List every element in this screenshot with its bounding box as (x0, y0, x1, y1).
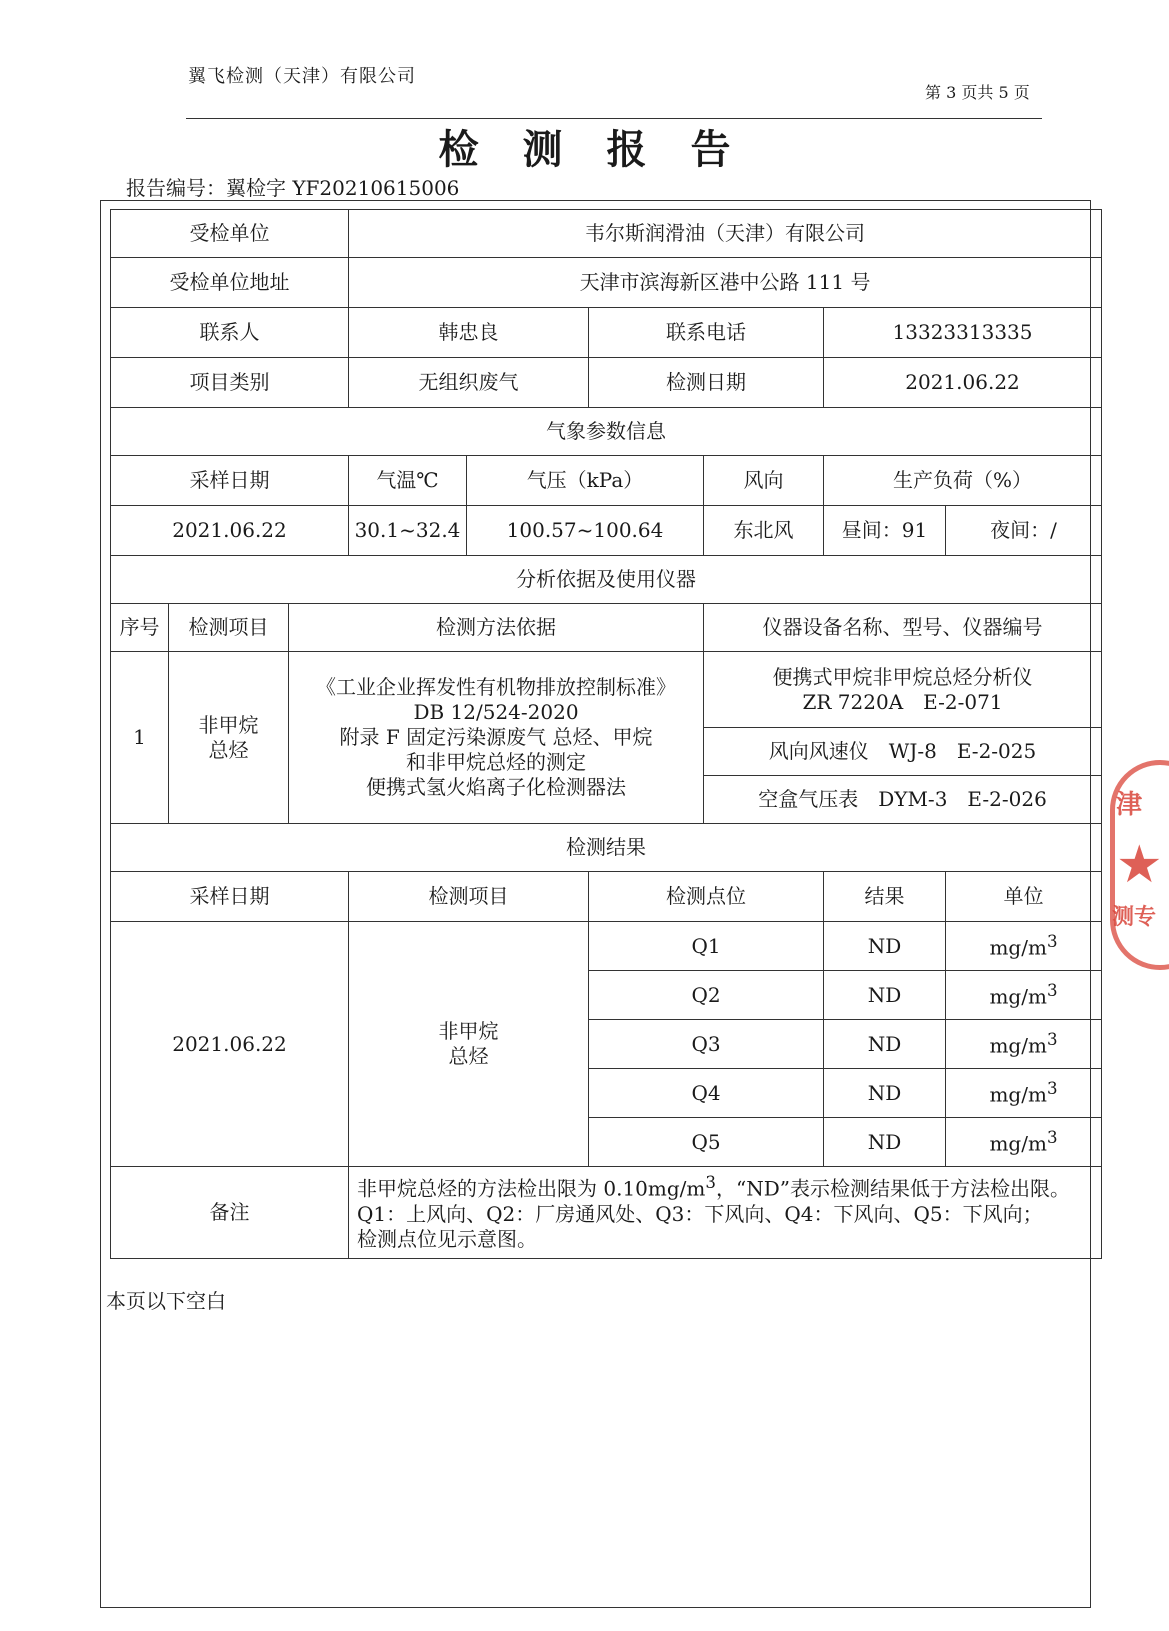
weather-header-date: 采样日期 (111, 456, 349, 506)
report-number: 报告编号：翼检字 YF20210615006 (126, 176, 460, 200)
result-point: Q4 (589, 1069, 824, 1118)
result-unit: $mg/m^3$ (946, 971, 1102, 1020)
results-section-title: 检测结果 (111, 824, 1102, 872)
method-line-2: DB 12/524-2020 (413, 700, 579, 724)
remarks-line-2: Q1：上风向、Q2：厂房通风处、Q3：下风向、Q4：下风向、Q5：下风向； (357, 1201, 1043, 1226)
result-row (111, 922, 1102, 971)
result-point: Q2 (589, 971, 824, 1020)
contact-value: 韩忠良 (349, 308, 589, 358)
category-row (111, 358, 1102, 408)
instrument-1-model: ZR 7220A E-2-071 (802, 689, 1003, 714)
client-address-row (111, 258, 1102, 308)
results-header-result: 结果 (824, 872, 946, 922)
result-value: ND (824, 1069, 946, 1118)
weather-header-row (111, 456, 1102, 506)
load-night: 夜间：/ (946, 506, 1102, 556)
result-point: Q1 (589, 922, 824, 971)
report-table (110, 209, 1102, 1259)
analysis-item (169, 652, 289, 824)
client-unit-row (111, 210, 1102, 258)
remarks-row (111, 1167, 1102, 1259)
analysis-item-line2: 总烃 (208, 737, 249, 762)
weather-header-load: 生产负荷（%） (824, 456, 1102, 506)
result-value: ND (824, 922, 946, 971)
client-unit-value: 韦尔斯润滑油（天津）有限公司 (349, 210, 1102, 258)
result-unit: $mg/m^3$ (946, 1069, 1102, 1118)
results-section-row (111, 824, 1102, 872)
method-line-1: 《工业企业挥发性有机物排放控制标准》 (316, 675, 676, 699)
test-date-label: 检测日期 (589, 358, 824, 408)
weather-header-temp: 气温℃ (349, 456, 467, 506)
remarks-line-1: 非甲烷总烃的方法检出限为 $0.10mg/m^3$，“ND”表示检测结果低于方法检出限。 (357, 1173, 1070, 1201)
results-item-line1: 非甲烷 (438, 1019, 499, 1043)
analysis-header-method: 检测方法依据 (289, 604, 704, 652)
result-unit: $mg/m^3$ (946, 922, 1102, 971)
weather-section-row (111, 408, 1102, 456)
page-number: 第 3 页共 5 页 (925, 83, 1030, 102)
phone-label: 联系电话 (589, 308, 824, 358)
document-title: 检测报告 (438, 126, 775, 173)
result-unit: $mg/m^3$ (946, 1118, 1102, 1167)
method-line-3: 附录 F 固定污染源废气 总烃、甲烷 (339, 725, 653, 749)
analysis-no: 1 (111, 652, 169, 824)
result-point: Q5 (589, 1118, 824, 1167)
weather-value-row (111, 506, 1102, 556)
result-value: ND (824, 971, 946, 1020)
test-date-value: 2021.06.22 (824, 358, 1102, 408)
remarks-text (349, 1167, 1102, 1259)
results-header-point: 检测点位 (589, 872, 824, 922)
analysis-section-title: 分析依据及使用仪器 (111, 556, 1102, 604)
category-label: 项目类别 (111, 358, 349, 408)
client-unit-label: 受检单位 (111, 210, 349, 258)
official-seal (1110, 760, 1169, 970)
analysis-item-line1: 非甲烷 (198, 712, 259, 737)
seal-text-top: 津 (1116, 790, 1143, 820)
result-unit: $mg/m^3$ (946, 1020, 1102, 1069)
weather-header-wind: 风向 (704, 456, 824, 506)
phone-value: 13323313335 (824, 308, 1102, 358)
results-date: 2021.06.22 (111, 922, 349, 1167)
weather-date: 2021.06.22 (111, 506, 349, 556)
analysis-section-row (111, 556, 1102, 604)
weather-section-title: 气象参数信息 (111, 408, 1102, 456)
results-header-date: 采样日期 (111, 872, 349, 922)
analysis-header-no: 序号 (111, 604, 169, 652)
remarks-label: 备注 (111, 1167, 349, 1259)
blank-page-note: 本页以下空白 (106, 1289, 226, 1313)
results-item (349, 922, 589, 1167)
instrument-1-name: 便携式甲烷非甲烷总烃分析仪 (772, 664, 1033, 689)
results-header-unit: 单位 (946, 872, 1102, 922)
category-value: 无组织废气 (349, 358, 589, 408)
client-address-label: 受检单位地址 (111, 258, 349, 308)
results-item-line2: 总烃 (448, 1044, 489, 1068)
result-value: ND (824, 1020, 946, 1069)
contact-row (111, 308, 1102, 358)
seal-star-icon: ★ (1116, 835, 1163, 895)
method-line-4: 和非甲烷总烃的测定 (406, 750, 586, 774)
instrument-3: 空盒气压表 DYM-3 E-2-026 (704, 776, 1102, 824)
analysis-row-1 (111, 652, 1102, 728)
seal-text-bottom: 测专 (1112, 904, 1157, 930)
weather-pressure: 100.57~100.64 (467, 506, 704, 556)
method-line-5: 便携式氢火焰离子化检测器法 (366, 775, 626, 799)
results-header-item: 检测项目 (349, 872, 589, 922)
weather-header-pressure: 气压（kPa） (467, 456, 704, 506)
weather-wind: 东北风 (704, 506, 824, 556)
company-name: 翼飞检测（天津）有限公司 (188, 66, 416, 87)
analysis-header-row (111, 604, 1102, 652)
weather-temp: 30.1~32.4 (349, 506, 467, 556)
load-day: 昼间：91 (824, 506, 946, 556)
result-point: Q3 (589, 1020, 824, 1069)
contact-label: 联系人 (111, 308, 349, 358)
analysis-header-item: 检测项目 (169, 604, 289, 652)
remarks-line-3: 检测点位见示意图。 (357, 1226, 537, 1251)
instrument-2: 风向风速仪 WJ-8 E-2-025 (704, 728, 1102, 776)
client-address-value: 天津市滨海新区港中公路 111 号 (349, 258, 1102, 308)
instrument-1 (704, 652, 1102, 728)
analysis-header-instrument: 仪器设备名称、型号、仪器编号 (704, 604, 1102, 652)
results-header-row (111, 872, 1102, 922)
analysis-method (289, 652, 704, 824)
result-value: ND (824, 1118, 946, 1167)
